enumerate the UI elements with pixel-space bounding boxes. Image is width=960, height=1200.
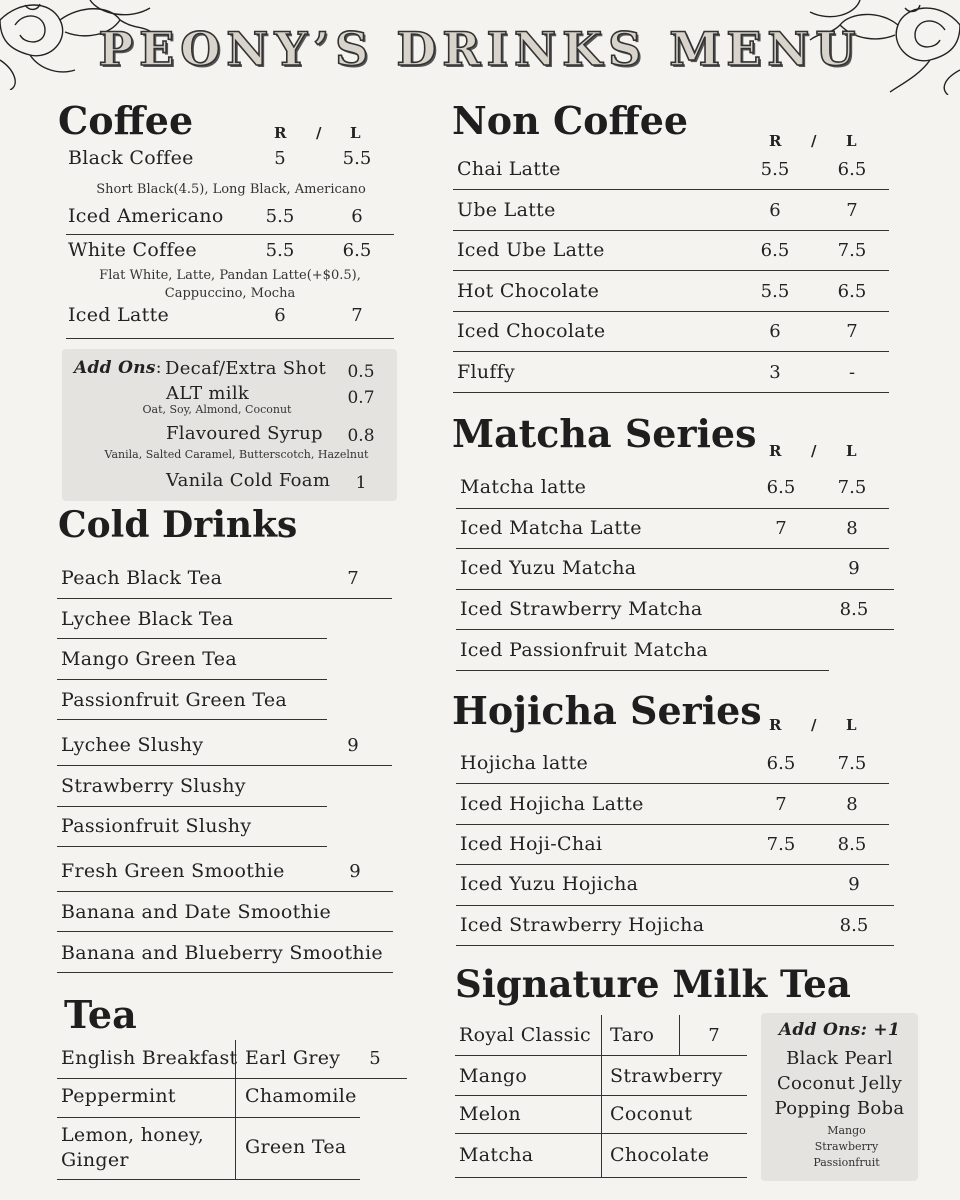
- addon-name: ALT milk: [166, 383, 250, 404]
- matcha-item-l: 8: [846, 518, 858, 539]
- row-divider: [453, 189, 889, 190]
- milk-tea-heading: Signature Milk Tea: [455, 962, 851, 1006]
- milk-tea-addon-item: Black Pearl: [786, 1048, 893, 1069]
- hojicha-item-l: 8.5: [839, 915, 869, 936]
- row-divider: [57, 1117, 360, 1118]
- coffee-header-r: R: [274, 124, 287, 142]
- hojicha-item-r: 7: [775, 794, 787, 815]
- hojicha-item-l: 8.5: [837, 834, 867, 855]
- tea-heading: Tea: [64, 992, 137, 1037]
- milk-tea-price: 7: [708, 1025, 720, 1046]
- coffee-item-r: 5: [274, 148, 286, 169]
- coffee-item-name: Iced Americano: [68, 205, 224, 227]
- matcha-item-l: 7.5: [837, 477, 867, 498]
- row-divider: [455, 1177, 747, 1178]
- coffee-item-l: 5.5: [342, 148, 372, 169]
- row-divider: [453, 392, 889, 393]
- row-divider: [456, 670, 829, 671]
- row-divider: [453, 230, 889, 231]
- non-coffee-header-sep: /: [811, 132, 817, 150]
- cold-drink-item: Fresh Green Smoothie: [61, 860, 285, 882]
- hojicha-item-name: Iced Yuzu Hojicha: [460, 873, 639, 895]
- non-coffee-item-l: 7: [846, 321, 858, 342]
- hojicha-item-name: Iced Hojicha Latte: [460, 793, 644, 815]
- hojicha-item-r: 7.5: [766, 834, 796, 855]
- row-divider: [453, 351, 889, 352]
- milk-tea-addon-item: Popping Boba: [774, 1098, 905, 1119]
- row-divider: [456, 548, 889, 549]
- cold-drink-item: Lychee Slushy: [61, 734, 204, 756]
- non-coffee-item-r: 5.5: [760, 159, 790, 180]
- coffee-item-r: 5.5: [265, 206, 295, 227]
- non-coffee-item-l: 7: [846, 200, 858, 221]
- cold-drink-item: Banana and Blueberry Smoothie: [61, 942, 383, 964]
- non-coffee-item-l: -: [848, 362, 856, 383]
- coffee-white-note: Flat White, Latte, Pandan Latte(+$0.5), Cappuccino, Mocha: [99, 268, 361, 301]
- addon-name: Decaf/Extra Shot: [165, 358, 326, 379]
- matcha-item-r: 7: [775, 518, 787, 539]
- hojicha-item-name: Iced Hoji-Chai: [460, 833, 603, 855]
- matcha-item-name: Matcha latte: [460, 476, 587, 498]
- cold-drink-group-price: 9: [347, 735, 359, 756]
- row-divider: [455, 1133, 747, 1134]
- hojicha-header-r: R: [769, 716, 782, 734]
- cold-drink-item: Strawberry Slushy: [61, 775, 246, 797]
- row-divider: [57, 638, 327, 639]
- boba-flavour: Strawberry: [814, 1140, 879, 1153]
- milk-tea-price-divider: [679, 1015, 680, 1055]
- row-divider: [453, 270, 889, 271]
- milk-tea-item: Strawberry: [610, 1065, 723, 1087]
- cold-drink-item: Peach Black Tea: [61, 567, 223, 589]
- matcha-item-name: Iced Yuzu Matcha: [460, 557, 637, 579]
- row-divider: [456, 824, 889, 825]
- milk-tea-item: Melon: [459, 1103, 521, 1125]
- tea-price: 5: [369, 1048, 381, 1069]
- hojicha-item-name: Hojicha latte: [460, 752, 589, 774]
- milk-tea-item: Chocolate: [610, 1144, 710, 1166]
- matcha-item-l: 8.5: [839, 599, 869, 620]
- addon-price: 0.7: [347, 388, 375, 408]
- row-divider: [57, 598, 392, 599]
- non-coffee-item-l: 7.5: [837, 240, 867, 261]
- row-divider: [456, 864, 889, 865]
- row-divider: [57, 719, 327, 720]
- row-divider: [456, 508, 889, 509]
- non-coffee-item-r: 6: [769, 321, 781, 342]
- addon-note: Vanila, Salted Caramel, Butterscotch, Hazelnut: [104, 448, 369, 461]
- addon-name: Flavoured Syrup: [166, 423, 323, 444]
- coffee-item-r: 6: [274, 305, 286, 326]
- milk-tea-addons-label: Add Ons: +1: [778, 1020, 901, 1040]
- coffee-black-note: Short Black(4.5), Long Black, Americano: [96, 182, 366, 197]
- hojicha-item-name: Iced Strawberry Hojicha: [460, 914, 705, 936]
- addon-price: 1: [355, 473, 367, 493]
- addon-name: Vanila Cold Foam: [166, 470, 331, 491]
- tea-item: Green Tea: [245, 1136, 347, 1158]
- coffee-item-l: 7: [351, 305, 363, 326]
- non-coffee-item-name: Iced Ube Latte: [457, 239, 605, 261]
- row-divider: [57, 891, 393, 892]
- hojicha-item-r: 6.5: [766, 753, 796, 774]
- row-divider: [57, 1078, 407, 1079]
- hojicha-item-l: 8: [846, 794, 858, 815]
- milk-tea-addon-item: Coconut Jelly: [776, 1073, 903, 1094]
- cold-drink-item: Mango Green Tea: [61, 648, 237, 670]
- non-coffee-item-name: Iced Chocolate: [457, 320, 606, 342]
- menu-title: PEONY’S DRINKS MENU: [98, 22, 862, 76]
- cold-drink-item: Passionfruit Green Tea: [61, 689, 288, 711]
- row-divider: [57, 679, 327, 680]
- milk-tea-item: Matcha: [459, 1144, 534, 1166]
- row-divider: [453, 311, 889, 312]
- non-coffee-item-r: 3: [769, 362, 781, 383]
- addon-price: 0.5: [347, 362, 375, 382]
- tea-item: Earl Grey: [245, 1047, 341, 1069]
- addon-note: Oat, Soy, Almond, Coconut: [142, 403, 292, 416]
- milk-tea-item: Coconut: [610, 1103, 693, 1125]
- matcha-item-name: Iced Passionfruit Matcha: [460, 639, 709, 661]
- hojicha-header-l: L: [846, 716, 857, 734]
- cold-drink-group-price: 7: [347, 568, 359, 589]
- non-coffee-item-r: 6: [769, 200, 781, 221]
- tea-item: Lemon, honey, Ginger: [61, 1124, 204, 1171]
- row-divider: [57, 806, 327, 807]
- tea-item: Chamomile: [245, 1085, 357, 1107]
- non-coffee-item-l: 6.5: [837, 281, 867, 302]
- cold-drinks-heading: Cold Drinks: [58, 504, 298, 546]
- matcha-item-r: 6.5: [766, 477, 796, 498]
- hojicha-item-l: 7.5: [837, 753, 867, 774]
- matcha-header-r: R: [769, 442, 782, 460]
- non-coffee-item-name: Hot Chocolate: [457, 280, 600, 302]
- addon-price: 0.8: [347, 426, 375, 446]
- non-coffee-item-name: Ube Latte: [457, 199, 556, 221]
- coffee-header-sep: /: [316, 124, 322, 142]
- row-divider: [456, 905, 894, 906]
- matcha-heading: Matcha Series: [452, 411, 757, 456]
- non-coffee-item-name: Fluffy: [457, 361, 516, 383]
- tea-item: Peppermint: [61, 1085, 176, 1107]
- hojicha-header-sep: /: [811, 716, 817, 734]
- hojicha-item-l: 9: [848, 874, 860, 895]
- coffee-item-name: Iced Latte: [68, 304, 170, 326]
- milk-tea-item: Royal Classic: [459, 1024, 591, 1046]
- coffee-item-l: 6.5: [342, 240, 372, 261]
- cold-drink-group-price: 9: [349, 861, 361, 882]
- row-divider: [57, 1179, 360, 1180]
- row-divider: [57, 846, 327, 847]
- row-divider: [456, 783, 889, 784]
- non-coffee-heading: Non Coffee: [452, 98, 689, 143]
- boba-flavour: Mango: [827, 1124, 866, 1137]
- cold-drink-item: Passionfruit Slushy: [61, 815, 252, 837]
- row-divider: [456, 589, 894, 590]
- non-coffee-item-r: 5.5: [760, 281, 790, 302]
- row-divider: [57, 765, 392, 766]
- cold-drink-item: Banana and Date Smoothie: [61, 901, 332, 923]
- non-coffee-item-l: 6.5: [837, 159, 867, 180]
- boba-flavour: Passionfruit: [813, 1156, 880, 1169]
- row-divider: [57, 931, 393, 932]
- tea-item: English Breakfast: [61, 1047, 238, 1069]
- addons-label: Add Ons:: [74, 358, 162, 378]
- non-coffee-item-name: Chai Latte: [457, 158, 561, 180]
- cold-drink-item: Lychee Black Tea: [61, 608, 234, 630]
- row-divider: [66, 338, 394, 339]
- milk-tea-item: Taro: [610, 1024, 655, 1046]
- row-divider: [57, 972, 393, 973]
- hojicha-heading: Hojicha Series: [452, 688, 762, 733]
- coffee-item-name: White Coffee: [68, 239, 197, 261]
- matcha-header-sep: /: [811, 442, 817, 460]
- matcha-item-name: Iced Matcha Latte: [460, 517, 642, 539]
- non-coffee-header-r: R: [769, 132, 782, 150]
- coffee-item-r: 5.5: [265, 240, 295, 261]
- coffee-item-l: 6: [351, 206, 363, 227]
- row-divider: [455, 1095, 747, 1096]
- non-coffee-header-l: L: [846, 132, 857, 150]
- matcha-header-l: L: [846, 442, 857, 460]
- matcha-item-name: Iced Strawberry Matcha: [460, 598, 703, 620]
- non-coffee-item-r: 6.5: [760, 240, 790, 261]
- coffee-header-l: L: [350, 124, 361, 142]
- coffee-item-name: Black Coffee: [68, 147, 194, 169]
- milk-tea-item: Mango: [459, 1065, 528, 1087]
- coffee-heading: Coffee: [58, 98, 194, 143]
- matcha-item-l: 9: [848, 558, 860, 579]
- row-divider: [456, 945, 894, 946]
- row-divider: [455, 1055, 747, 1056]
- milk-tea-grid-divider: [601, 1015, 602, 1177]
- row-divider: [66, 234, 394, 235]
- row-divider: [456, 629, 894, 630]
